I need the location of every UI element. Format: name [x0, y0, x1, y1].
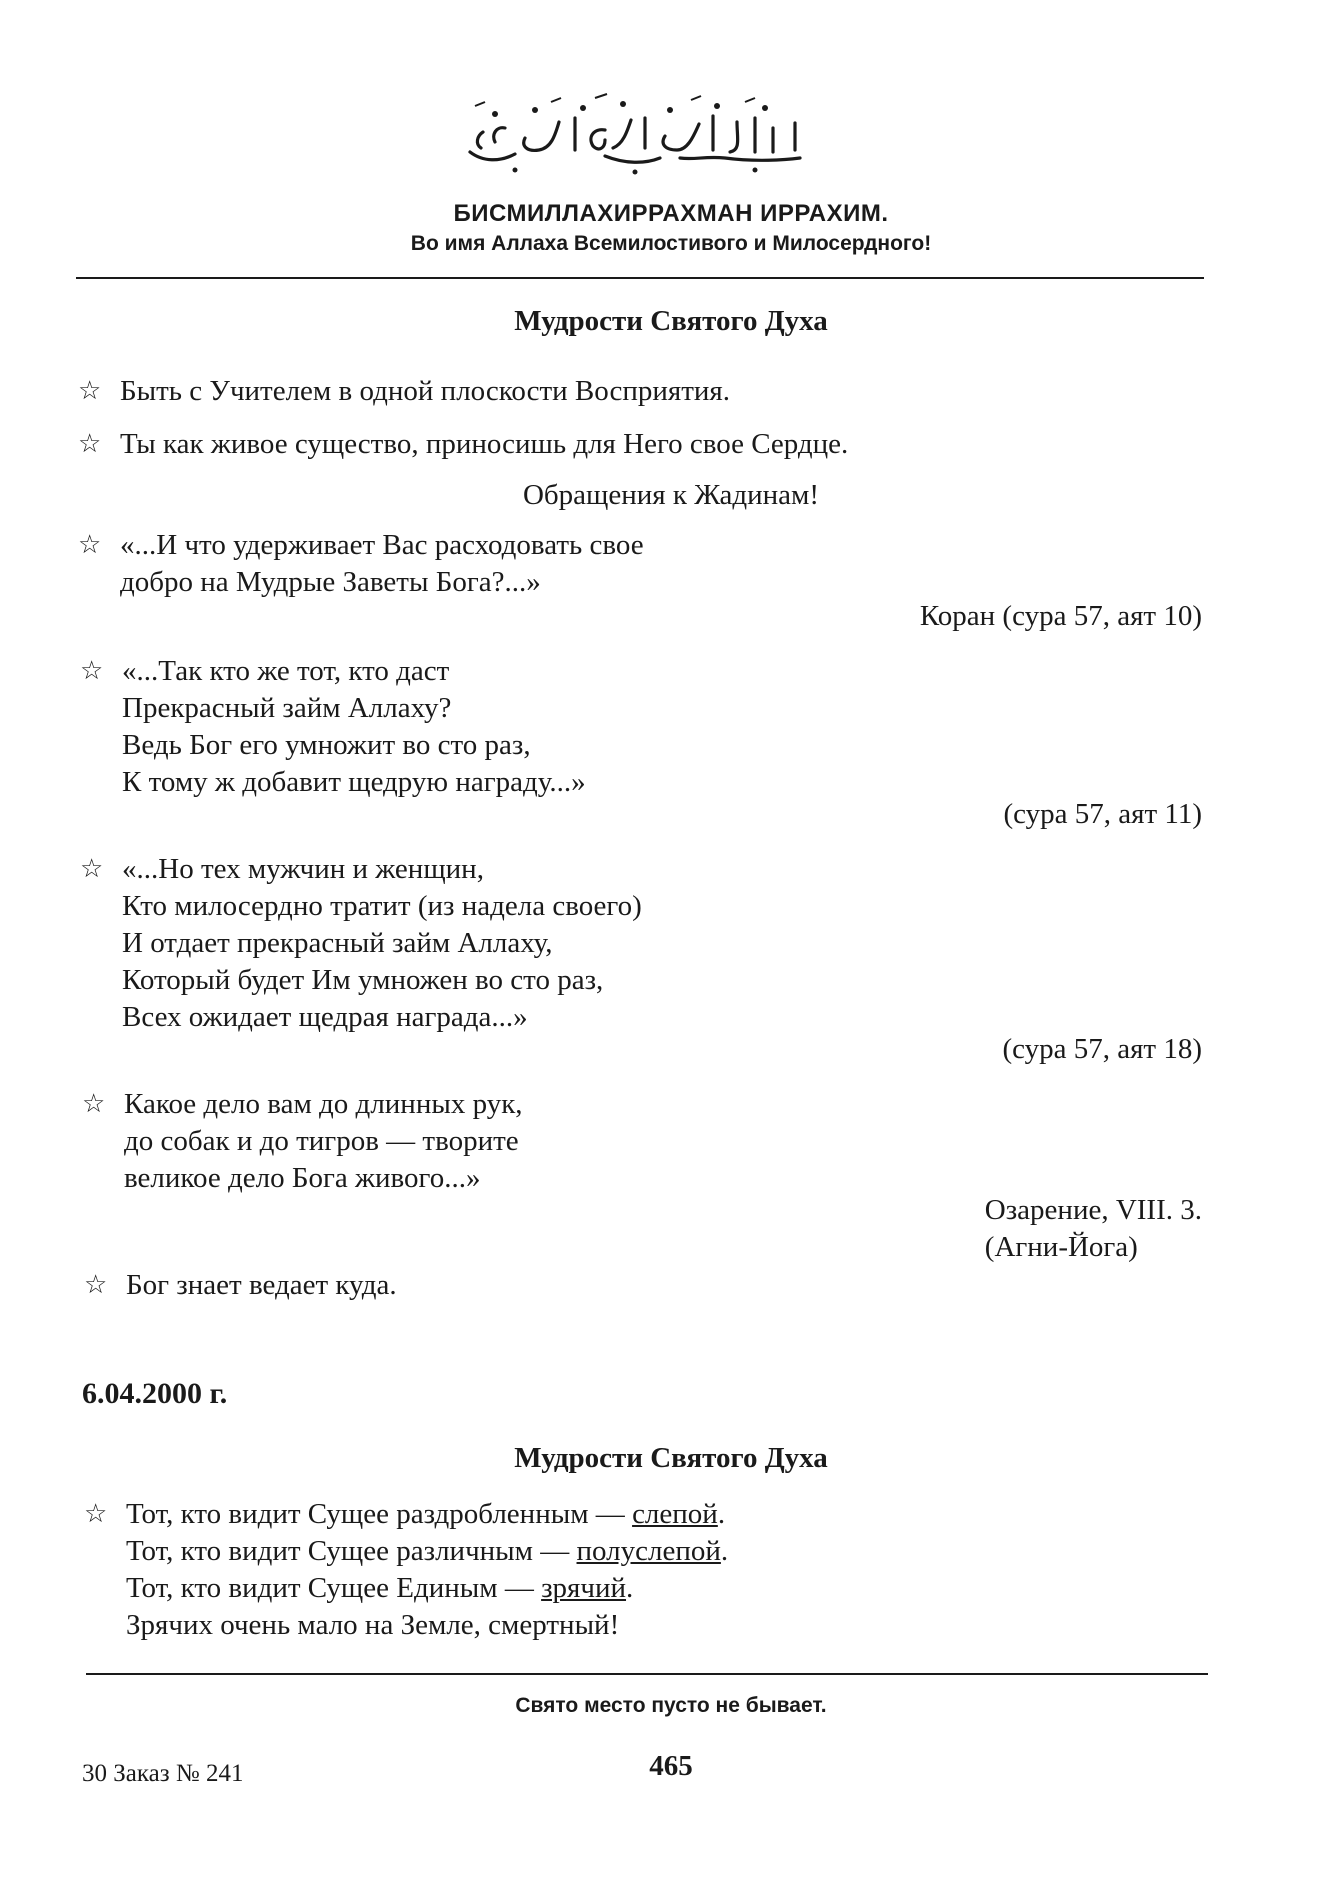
source-line: Озарение, VIII. 3.: [984, 1194, 1202, 1226]
text-line: [126, 1533, 728, 1570]
text-line: [126, 1607, 728, 1644]
footer-proverb: Свято место пусто не бывает.: [515, 1694, 827, 1717]
header-translation: Во имя Аллаха Всемилостивого и Милосердного!: [410, 232, 932, 255]
source-line: (сура 57, аят 11): [1003, 798, 1202, 830]
star-outline-icon: ☆: [82, 1089, 106, 1119]
bullet-item: [84, 1267, 397, 1304]
bullet-item: [78, 373, 731, 410]
star-outline-icon: ☆: [84, 1499, 108, 1529]
star-outline-icon: ☆: [84, 1270, 108, 1300]
text-fragment: .: [626, 1572, 634, 1604]
star-outline-icon: ☆: [78, 530, 102, 560]
quote-line: великое дело Бога живого...»: [124, 1162, 481, 1194]
star-outline-icon: ☆: [78, 376, 102, 406]
header-divider: [76, 277, 1204, 279]
text-line: Ты как живое существо, приносишь для Него свое Сердце.: [120, 428, 849, 460]
text-fragment: Зрячих очень мало на Земле, смертный!: [126, 1609, 620, 1641]
text-line: Бог знает ведает куда.: [126, 1269, 397, 1301]
quote-line: «...Так кто же тот, кто даст: [122, 655, 450, 687]
star-outline-icon: ☆: [78, 429, 102, 459]
star-outline-icon: ☆: [80, 656, 104, 686]
quote-item: [80, 653, 586, 801]
quote-source: [920, 598, 1202, 635]
quote-item: [82, 1086, 523, 1197]
quote-line: Какое дело вам до длинных рук,: [124, 1088, 523, 1120]
quote-line: Всех ожидает щедрая награда...»: [122, 1001, 528, 1033]
underlined-word: слепой: [632, 1498, 718, 1530]
entry-date: 6.04.2000 г.: [82, 1377, 228, 1410]
quote-source: [1002, 1031, 1202, 1068]
section-title: Мудрости Святого Духа: [514, 1442, 828, 1474]
section-subtitle: Обращения к Жадинам!: [522, 479, 820, 511]
text-fragment: Тот, кто видит Сущее различным —: [126, 1535, 577, 1567]
text-line: [126, 1570, 728, 1607]
underlined-word: зрячий: [541, 1572, 627, 1604]
header-transliteration: БИСМИЛЛАХИРРАХМАН ИРРАХИМ.: [453, 200, 889, 227]
source-line: (Агни-Йога): [984, 1231, 1138, 1263]
underlined-word: полуслепой: [576, 1535, 721, 1567]
print-order-number: 30 Заказ № 241: [82, 1760, 244, 1787]
quote-line: «...И что удерживает Вас расходовать свое: [120, 529, 644, 561]
text-line: Быть с Учителем в одной плоскости Восприятия.: [120, 375, 731, 407]
quote-line: Прекрасный займ Аллаху?: [122, 692, 452, 724]
bullet-item: [78, 426, 849, 463]
source-line: (сура 57, аят 18): [1002, 1033, 1202, 1065]
quote-line: И отдает прекрасный займ Аллаху,: [122, 927, 553, 959]
source-line: Коран (сура 57, аят 10): [919, 600, 1202, 632]
quote-line: К тому ж добавит щедрую награду...»: [122, 766, 586, 798]
quote-item: [80, 851, 642, 1036]
quote-source: [1004, 796, 1202, 833]
text-fragment: .: [720, 1535, 729, 1567]
page-number: 465: [649, 1750, 693, 1782]
quote-line: Ведь Бог его умножит во сто раз,: [122, 729, 531, 761]
text-fragment: Тот, кто видит Сущее Единым —: [126, 1572, 542, 1604]
quote-line: до собак и до тигров — творите: [124, 1125, 519, 1157]
bullet-item: [84, 1496, 729, 1644]
section-title: Мудрости Святого Духа: [514, 305, 828, 337]
quote-line: «...Но тех мужчин и женщин,: [122, 853, 484, 885]
bismillah-calligraphy: [455, 88, 815, 178]
text-line: [126, 1496, 728, 1533]
quote-item: [78, 527, 644, 601]
quote-line: Который будет Им умножен во сто раз,: [122, 964, 604, 996]
quote-line: Кто милосердно тратит (из надела своего): [122, 890, 642, 922]
footer-divider: [86, 1673, 1208, 1675]
text-fragment: Тот, кто видит Сущее раздробленным —: [126, 1498, 633, 1530]
star-outline-icon: ☆: [80, 854, 104, 884]
quote-source: [985, 1192, 1202, 1266]
quote-line: добро на Мудрые Заветы Бога?...»: [120, 566, 541, 598]
text-fragment: .: [717, 1498, 726, 1530]
